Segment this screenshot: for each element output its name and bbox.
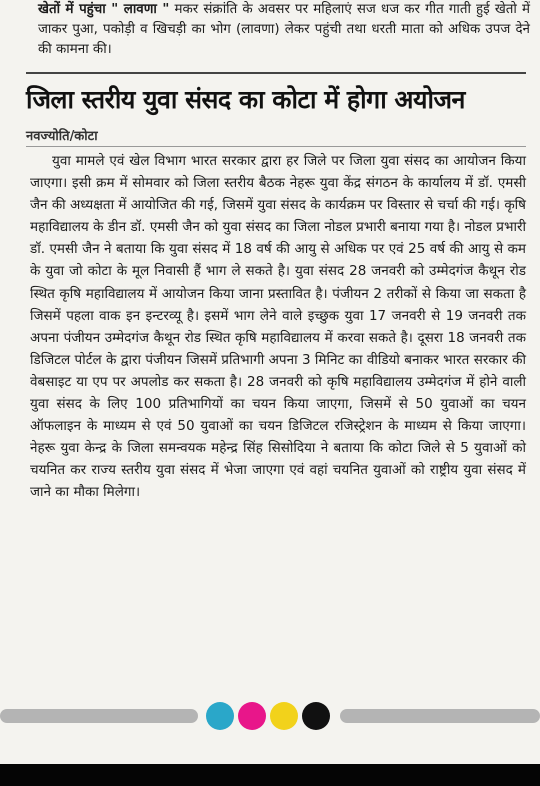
gray-bar-right [340,709,540,723]
gray-bar-left [0,709,198,723]
cyan-dot [206,702,234,730]
article-top-rule [26,72,526,74]
yellow-dot [270,702,298,730]
article-byline: नवज्योति/कोटा [26,129,98,144]
black-dot [302,702,330,730]
byline-rule [26,146,526,147]
previous-article-snippet [0,0,540,72]
article-body: युवा मामले एवं खेल विभाग भारत सरकार द्वारा हर जिले पर जिला युवा संसद का आयोजन किया जाएगा। इसी क्रम में सोमवार को जिला स्तरीय बैठक नेहरू युवा केंद्र संगठन के कार्यालय में डॉ. एमसी जैन की अध्यक्षता में आयोजित की गई, जिसमें युवा संसद के कार्यक्रम पर विस्तार से चर्चा की गई। कृषि महाविद्यालय के डीन डॉ. एमसी जैन को युवा संसद का जिला नोडल प्रभारी बनाया गया है। नोडल प्रभारी डॉ. एमसी जैन ने बताया कि युवा संसद में 18 वर्ष की आयु से अधिक पर एवं 25 वर्ष की आयु से कम के युवा जो कोटा के मूल निवासी हैं भाग ले सकते है। युवा संसद 28 जनवरी को उम्मेदगंज कैथून रोड स्थित कृषि महाविद्यालय में आयोजन किया जाना प्रस्तावित है। पंजीयन 2 तरीकों से किया जा सकता है जिसमें पहला वाक इन इन्टरव्यू है। इसमें भाग लेने वाले इच्छुक युवा 17 जनवरी से 19 जनवरी तक अपना पंजीयन उम्मेदगंज कैथून रोड स्थित कृषि महाविद्यालय में करवा सकते है। दूसरा 18 जनवरी तक डिजिटल पोर्टल के द्वारा पंजीयन जिसमें प्रतिभागी अपना 3 मिनिट का वीडियो बनाकर भारत सरकार की वेबसाइट या एप पर अपलोड कर सकता है। 28 जनवरी को कृषि महाविद्यालय उम्मेदगंज में होने वाली युवा संसद के लिए 100 प्रतिभागियों का चयन किया जाएगा, जिसमें से 50 युवाओं का चयन ऑफलाइन के माध्यम से एवं 50 युवाओं का चयन डिजिटल रजिस्ट्रेशन के माध्यम से किया जाएगा। नेहरू युवा केन्द्र के जिला समन्वयक महेन्द्र सिंह सिसोदिया ने बताया कि कोटा जिले से 5 युवाओं को चयनित कर राज्य स्तरीय युवा संसद में भेजा जाएगा एवं वहां चयनित युवाओं को राष्ट्रीय युवा संसद में जाने का मौका मिलेगा। [30,153,526,501]
color-registration-strip [0,700,540,732]
magenta-dot [238,702,266,730]
bottom-black-band [0,764,540,786]
article-headline: जिला स्तरीय युवा संसद का कोटा में होगा अयोजन [26,85,465,114]
previous-article-heading: खेतों में पहुंचा " लावणा " [38,2,170,17]
previous-article-text: मकर संक्रांति के अवसर पर महिलाएं सज धज कर गीत गाती हुई खेतो में जाकर पुआ, पकोड़ी व खिचड़ी का भोग (लावणा) लेकर पहुंची तथा धरती माता को अधिक उपज देने की कामना की। [38,2,531,57]
